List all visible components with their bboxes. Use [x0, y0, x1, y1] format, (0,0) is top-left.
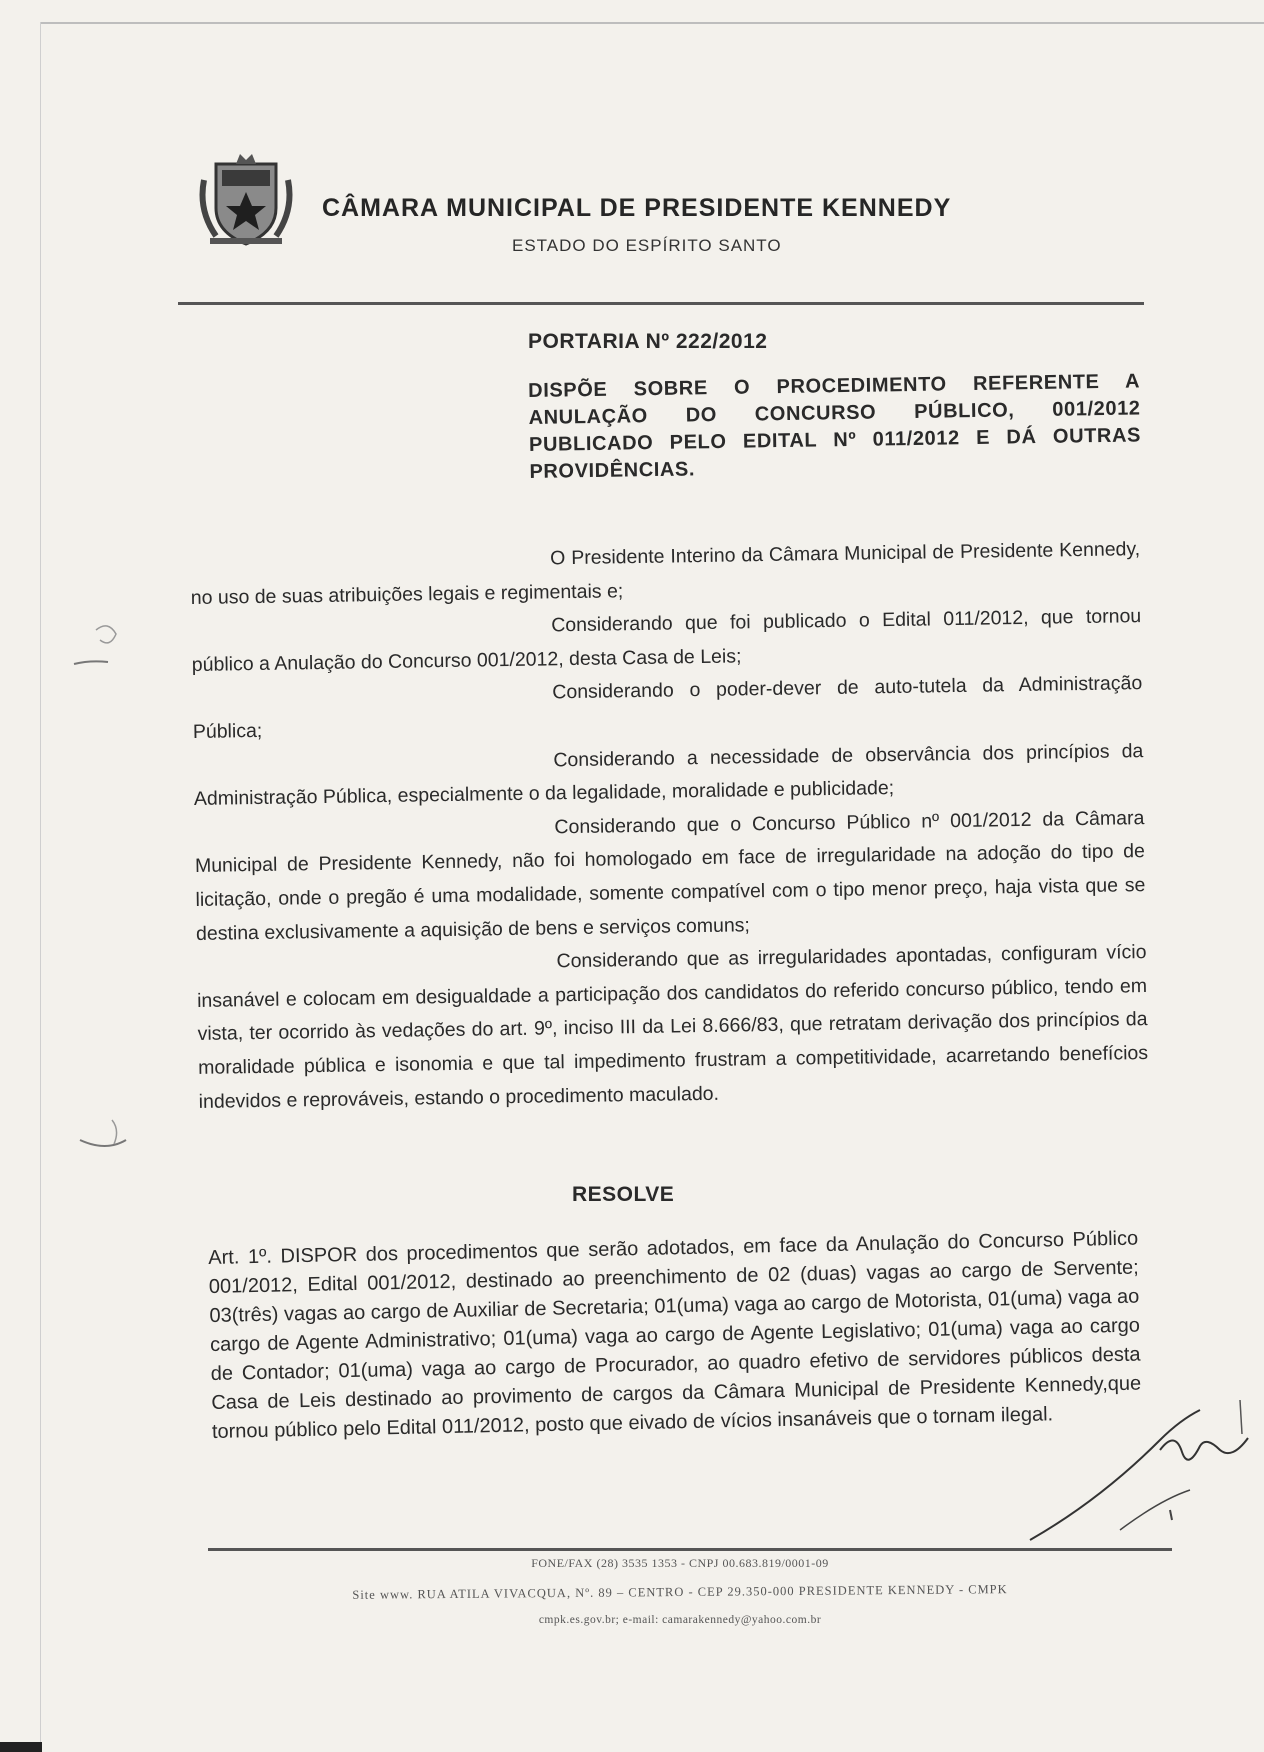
- paragraph-considerando-2: Considerando o poder-dever de auto-tutela da Administração Pública;: [192, 672, 1143, 743]
- header-divider: [178, 302, 1144, 305]
- article-1: Art. 1º. DISPOR dos procedimentos que serão adotados, em face da Anulação do Concurso Público 001/2012, Edital 001/2012, destinado ao preenchimento de 02 (duas) vagas ao cargo de Servente; 03(três) vagas ao cargo de Auxiliar de Secretaria; 01(uma) vaga ao cargo de Motorista, 01(uma) vaga ao cargo de Agente Administrativo; 01(uma) vaga ao cargo de Agente Legislativo; 01(uma) vaga ao cargo de Contador; 01(uma) vaga ao cargo de Procurador, ao quadro efetivo de servidores públicos desta Casa de Leis destinado ao provimento de cargos da Câmara Municipal de Presidente Kennedy,que tornou público pelo Edital 011/2012, posto que eivado de vícios insanáveis que o tornam ilegal.: [208, 1227, 1142, 1443]
- scan-corner-mark: [0, 1742, 42, 1752]
- considerations: [190, 533, 1149, 1119]
- paragraph-considerando-5: Considerando que as irregularidades apontadas, configuram vício insanável e colocam em desigualdade a participação dos candidatos do referido concurso público, tendo em vista, ter ocorrido às vedações do art. 9º, inciso III da Lei 8.666/83, que retratam derivação dos princípios da moralidade pública e isonomia e que tal impedimento frustram a competitividade, acarretando benefícios indevidos e reprováveis, estando o procedimento maculado.: [196, 941, 1149, 1113]
- coat-of-arms-icon: [196, 150, 296, 248]
- paragraph-considerando-4: Considerando que o Concurso Público nº 001/2012 da Câmara Municipal de Presidente Kennedy, não foi homologado em face de irregularidade na adoção do tipo de licitação, onde o pregão é uma modalidade, somente compatível com o tipo menor preço, haja vista que se destina exclusivamente a aquisição de bens e serviços comuns;: [194, 806, 1146, 945]
- institution-subtitle: ESTADO DO ESPÍRITO SANTO: [512, 236, 782, 255]
- resolve-heading: RESOLVE: [572, 1183, 675, 1206]
- scan-top-edge: [40, 22, 1264, 24]
- scan-margin-marks: [60, 600, 150, 1160]
- paragraph-considerando-1: Considerando que foi publicado o Edital 011/2012, que tornou público a Anulação do Concurso 001/2012, desta Casa de Leis;: [191, 605, 1142, 676]
- handwritten-signature: [1010, 1380, 1264, 1570]
- footer-email: cmpk.es.gov.br; e-mail: camarakennedy@yahoo.com.br: [538, 1614, 822, 1626]
- footer-contact: FONE/FAX (28) 3535 1353 - CNPJ 00.683.819/0001-09: [531, 1556, 829, 1570]
- institution-title: CÂMARA MUNICIPAL DE PRESIDENTE KENNEDY: [322, 194, 952, 222]
- scan-left-edge: [40, 22, 41, 1752]
- paragraph-considerando-3: Considerando a necessidade de observância dos princípios da Administração Pública, especialmente o da legalidade, moralidade e publicidade;: [193, 739, 1144, 811]
- footer-divider: [208, 1548, 1172, 1551]
- footer-address: Site www. RUA ATILA VIVACQUA, Nº. 89 – CENTRO - CEP 29.350-000 PRESIDENTE KENNEDY - CMPK: [352, 1582, 1008, 1602]
- portaria-number: PORTARIA Nº 222/2012: [528, 330, 768, 353]
- paragraph-opening: O Presidente Interino da Câmara Municipal de Presidente Kennedy, no uso de suas atribuições legais e regimentais e;: [190, 538, 1141, 609]
- ementa: DISPÕE SOBRE O PROCEDIMENTO REFERENTE A ANULAÇÃO DO CONCURSO PÚBLICO, 001/2012 PUBLICADO PELO EDITAL Nº 011/2012 E DÁ OUTRAS PROVIDÊNCIAS.: [528, 370, 1142, 483]
